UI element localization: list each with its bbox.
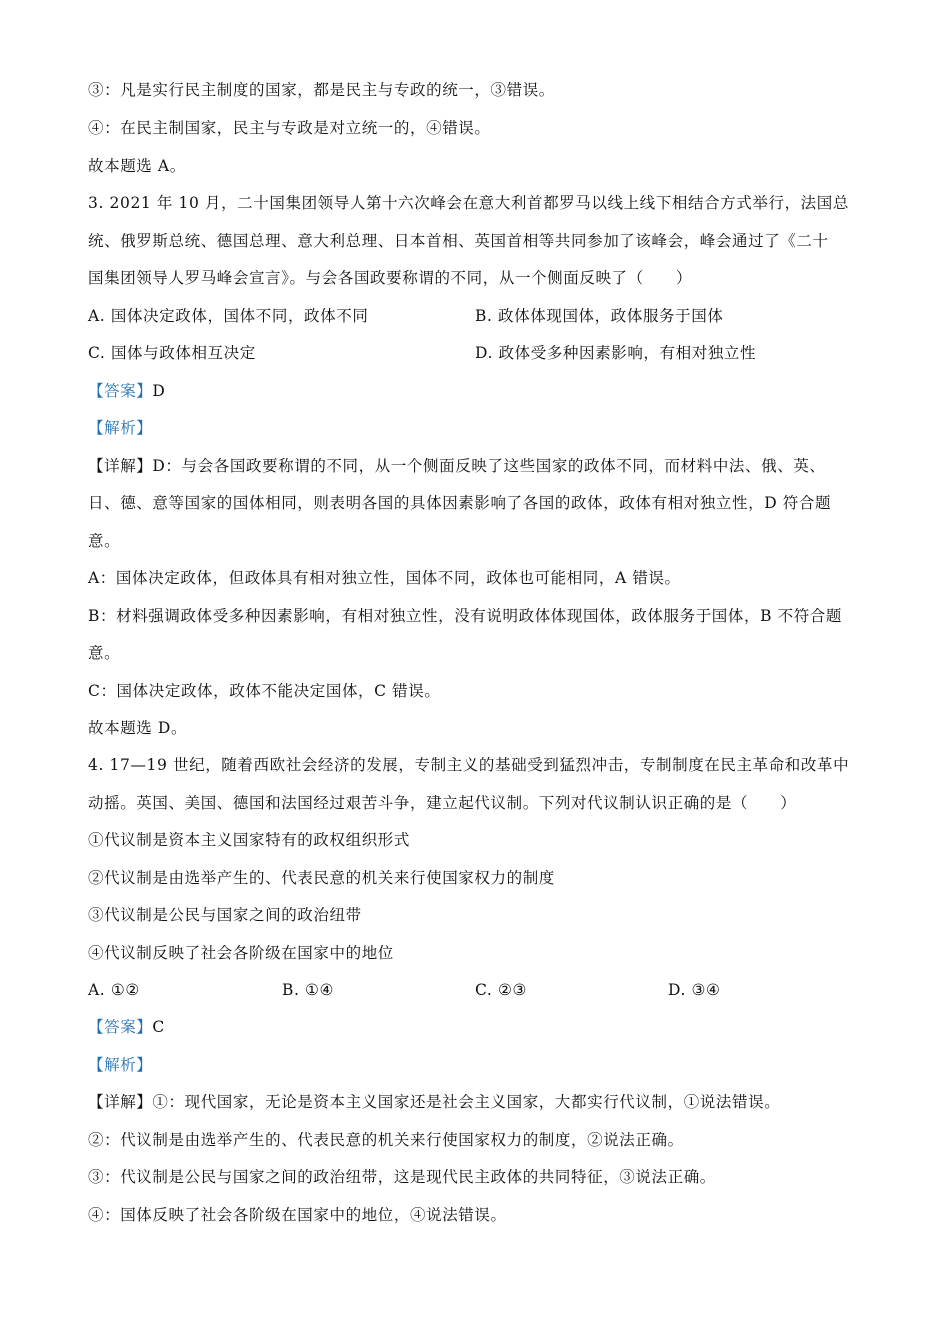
q2-analysis-line-4: ④：在民主制国家，民主与专政是对立统一的，④错误。 [88,119,491,137]
q3-analysis-b-line-2: 意。 [88,644,121,662]
answer-tag: 【答案】 [88,382,153,400]
answer-value: C [152,1018,165,1036]
q4-item-2: ②代议制是由选举产生的、代表民意的机关来行使国家权力的制度 [88,869,555,887]
q4-stem-line-2: 动摇。英国、美国、德国和法国经过艰苦斗争，建立起代议制。下列对代议制认识正确的是（ ） [88,794,797,812]
q4-option-a: A. ①② [88,981,140,999]
q3-option-a: A. 国体决定政体，国体不同，政体不同 [88,307,369,325]
q3-detail-line-1 [88,455,868,477]
q4-option-d: D. ③④ [668,981,721,999]
answer-tag: 【答案】 [88,1018,153,1036]
q3-stem-line-2: 统、俄罗斯总统、德国总理、意大利总理、日本首相、英国首相等共同参加了该峰会，峰会通过了《二十 [88,232,829,250]
q3-analysis-b-line-1: B：材料强调政体受多种因素影响，有相对独立性，没有说明政体体现国体，政体服务于国体，B 不符合题 [88,607,843,625]
q4-answer [88,1016,868,1038]
q4-detail-line-2: ②：代议制是由选举产生的、代表民意的机关来行使国家权力的制度，②说法正确。 [88,1131,684,1149]
q2-analysis-line-3: ③：凡是实行民主制度的国家，都是民主与专政的统一，③错误。 [88,81,555,99]
q3-answer [88,380,868,402]
q4-item-3: ③代议制是公民与国家之间的政治纽带 [88,906,362,924]
q4-option-c: C. ②③ [475,981,527,999]
analysis-tag: 【解析】 [88,1056,153,1074]
q3-analysis-a: A：国体决定政体，但政体具有相对独立性，国体不同，政体也可能相同，A 错误。 [88,569,681,587]
q4-analysis-heading [88,1054,868,1076]
q4-detail-line-1 [88,1091,868,1113]
q3-stem-line-1: 3. 2021 年 10 月，二十国集团领导人第十六次峰会在意大利首都罗马以线上线下相结合方式举行，法国总 [88,194,849,212]
detail-text: ①：现代国家，无论是资本主义国家还是社会主义国家，大都实行代议制，①说法错误。 [152,1093,781,1111]
q3-detail-line-3: 意。 [88,532,121,550]
q3-detail-line-2: 日、德、意等国家的国体相同，则表明各国的具体因素影响了各国的政体，政体有相对独立性，D 符合题 [88,494,832,512]
q4-detail-line-3: ③：代议制是公民与国家之间的政治纽带，这是现代民主政体的共同特征，③说法正确。 [88,1168,716,1186]
q4-item-4: ④代议制反映了社会各阶级在国家中的地位 [88,944,394,962]
detail-tag: 【详解】 [88,457,153,475]
detail-tag: 【详解】 [88,1093,153,1111]
q4-detail-line-4: ④：国体反映了社会各阶级在国家中的地位，④说法错误。 [88,1206,507,1224]
q3-option-d: D. 政体受多种因素影响，有相对独立性 [475,344,757,362]
q3-option-c: C. 国体与政体相互决定 [88,344,256,362]
analysis-tag: 【解析】 [88,419,153,437]
q2-conclusion: 故本题选 A。 [88,157,186,175]
q3-analysis-heading [88,417,868,439]
q4-item-1: ①代议制是资本主义国家特有的政权组织形式 [88,831,411,849]
answer-value: D [152,382,166,400]
q4-option-b: B. ①④ [282,981,335,999]
detail-text: D：与会各国政要称谓的不同，从一个侧面反映了这些国家的政体不同，而材料中法、俄、英、 [152,457,826,475]
q3-stem-line-3: 国集团领导人罗马峰会宣言》。与会各国政要称谓的不同，从一个侧面反映了（ ） [88,269,693,287]
q4-stem-line-1: 4. 17—19 世纪，随着西欧社会经济的发展，专制主义的基础受到猛烈冲击，专制制度在民主革命和改革中 [88,756,850,774]
q3-option-b: B. 政体体现国体，政体服务于国体 [475,307,724,325]
q3-conclusion: 故本题选 D。 [88,719,188,737]
q3-analysis-c: C：国体决定政体，政体不能决定国体，C 错误。 [88,682,441,700]
